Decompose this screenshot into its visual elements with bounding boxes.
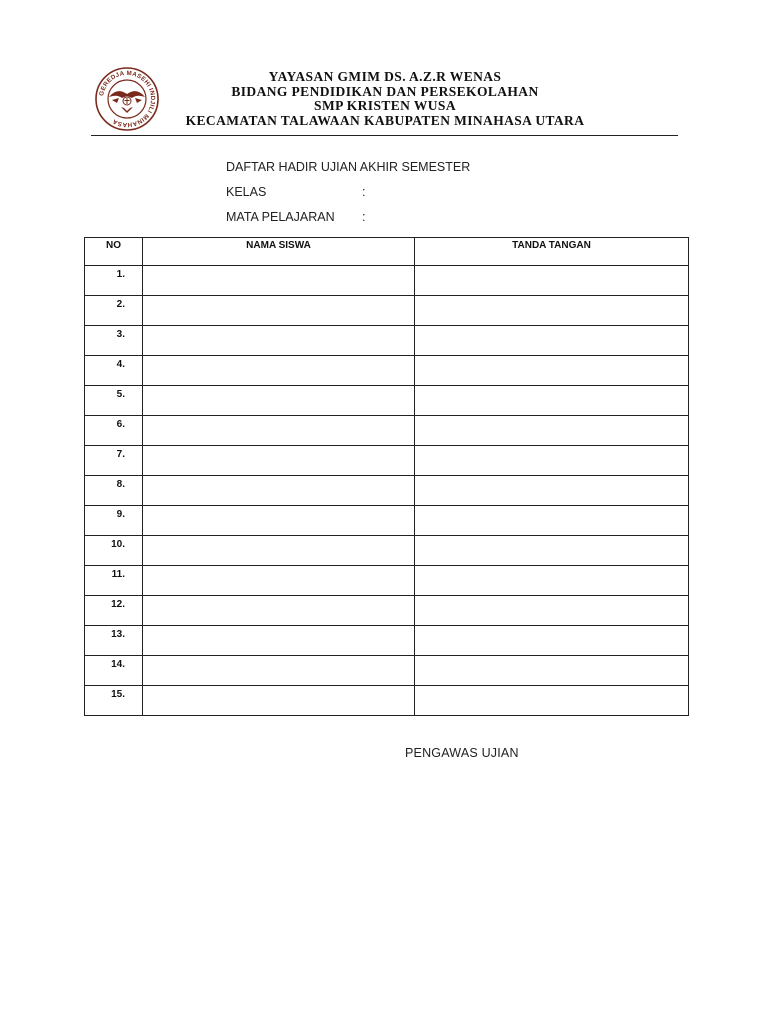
table-row — [85, 386, 689, 416]
table-row — [85, 566, 689, 596]
row-number: 10. — [85, 536, 143, 566]
foundation-name: YAYASAN GMIM DS. A.Z.R WENAS — [268, 69, 502, 84]
row-number: 15. — [85, 686, 143, 716]
student-name-cell[interactable] — [143, 596, 415, 626]
table-row — [85, 446, 689, 476]
col-header-signature: TANDA TANGAN — [415, 238, 689, 266]
table-row — [85, 326, 689, 356]
student-name-cell[interactable] — [143, 566, 415, 596]
signature-cell[interactable] — [415, 626, 689, 656]
signature-cell[interactable] — [415, 446, 689, 476]
kelas-row — [226, 185, 366, 199]
table-header-row — [85, 238, 689, 266]
signature-cell[interactable] — [415, 596, 689, 626]
signature-cell[interactable] — [415, 296, 689, 326]
signature-cell[interactable] — [415, 686, 689, 716]
student-name-cell[interactable] — [143, 416, 415, 446]
row-number: 9. — [85, 506, 143, 536]
department-name: BIDANG PENDIDIKAN DAN PERSEKOLAHAN — [231, 83, 539, 99]
kelas-colon: : — [362, 185, 366, 199]
church-seal-icon — [95, 67, 159, 131]
col-header-no: NO — [85, 238, 143, 266]
row-number: 2. — [85, 296, 143, 326]
school-address: KECAMATAN TALAWAAN KABUPATEN MINAHASA UTARA — [185, 112, 585, 128]
student-name-cell[interactable] — [143, 386, 415, 416]
signature-cell[interactable] — [415, 356, 689, 386]
row-number: 14. — [85, 656, 143, 686]
student-name-cell[interactable] — [143, 686, 415, 716]
attendance-table — [84, 237, 689, 716]
student-name-cell[interactable] — [143, 656, 415, 686]
table-row — [85, 266, 689, 296]
table-row — [85, 536, 689, 566]
row-number: 13. — [85, 626, 143, 656]
letterhead — [160, 70, 610, 128]
table-row — [85, 296, 689, 326]
logo-ring-text: GEREDJA MASEHI INDJILI MINAHASA — [98, 69, 157, 129]
signature-label: PENGAWAS UJIAN — [405, 746, 519, 760]
student-name-cell[interactable] — [143, 356, 415, 386]
row-number: 6. — [85, 416, 143, 446]
signature-cell[interactable] — [415, 416, 689, 446]
row-number: 5. — [85, 386, 143, 416]
signature-cell[interactable] — [415, 266, 689, 296]
table-row — [85, 686, 689, 716]
signature-cell[interactable] — [415, 386, 689, 416]
table-row — [85, 356, 689, 386]
signature-cell[interactable] — [415, 476, 689, 506]
school-logo — [95, 67, 159, 131]
mapel-row — [226, 210, 366, 224]
col-header-name: NAMA SISWA — [143, 238, 415, 266]
student-name-cell[interactable] — [143, 326, 415, 356]
header-divider — [91, 135, 678, 136]
student-name-cell[interactable] — [143, 446, 415, 476]
table-row — [85, 416, 689, 446]
signature-cell[interactable] — [415, 566, 689, 596]
student-name-cell[interactable] — [143, 296, 415, 326]
kelas-label: KELAS — [226, 185, 267, 199]
student-name-cell[interactable] — [143, 476, 415, 506]
student-name-cell[interactable] — [143, 266, 415, 296]
row-number: 4. — [85, 356, 143, 386]
row-number: 12. — [85, 596, 143, 626]
table-row — [85, 656, 689, 686]
row-number: 7. — [85, 446, 143, 476]
document-title: DAFTAR HADIR UJIAN AKHIR SEMESTER — [226, 160, 471, 174]
signature-cell[interactable] — [415, 536, 689, 566]
table-row — [85, 476, 689, 506]
signature-cell[interactable] — [415, 656, 689, 686]
row-number: 11. — [85, 566, 143, 596]
student-name-cell[interactable] — [143, 506, 415, 536]
table-row — [85, 506, 689, 536]
table-row — [85, 626, 689, 656]
student-name-cell[interactable] — [143, 626, 415, 656]
mapel-colon: : — [362, 210, 366, 224]
signature-cell[interactable] — [415, 326, 689, 356]
row-number: 1. — [85, 266, 143, 296]
student-name-cell[interactable] — [143, 536, 415, 566]
signature-cell[interactable] — [415, 506, 689, 536]
row-number: 8. — [85, 476, 143, 506]
school-name: SMP KRISTEN WUSA — [314, 98, 456, 113]
mapel-label: MATA PELAJARAN — [226, 210, 335, 224]
table-row — [85, 596, 689, 626]
row-number: 3. — [85, 326, 143, 356]
